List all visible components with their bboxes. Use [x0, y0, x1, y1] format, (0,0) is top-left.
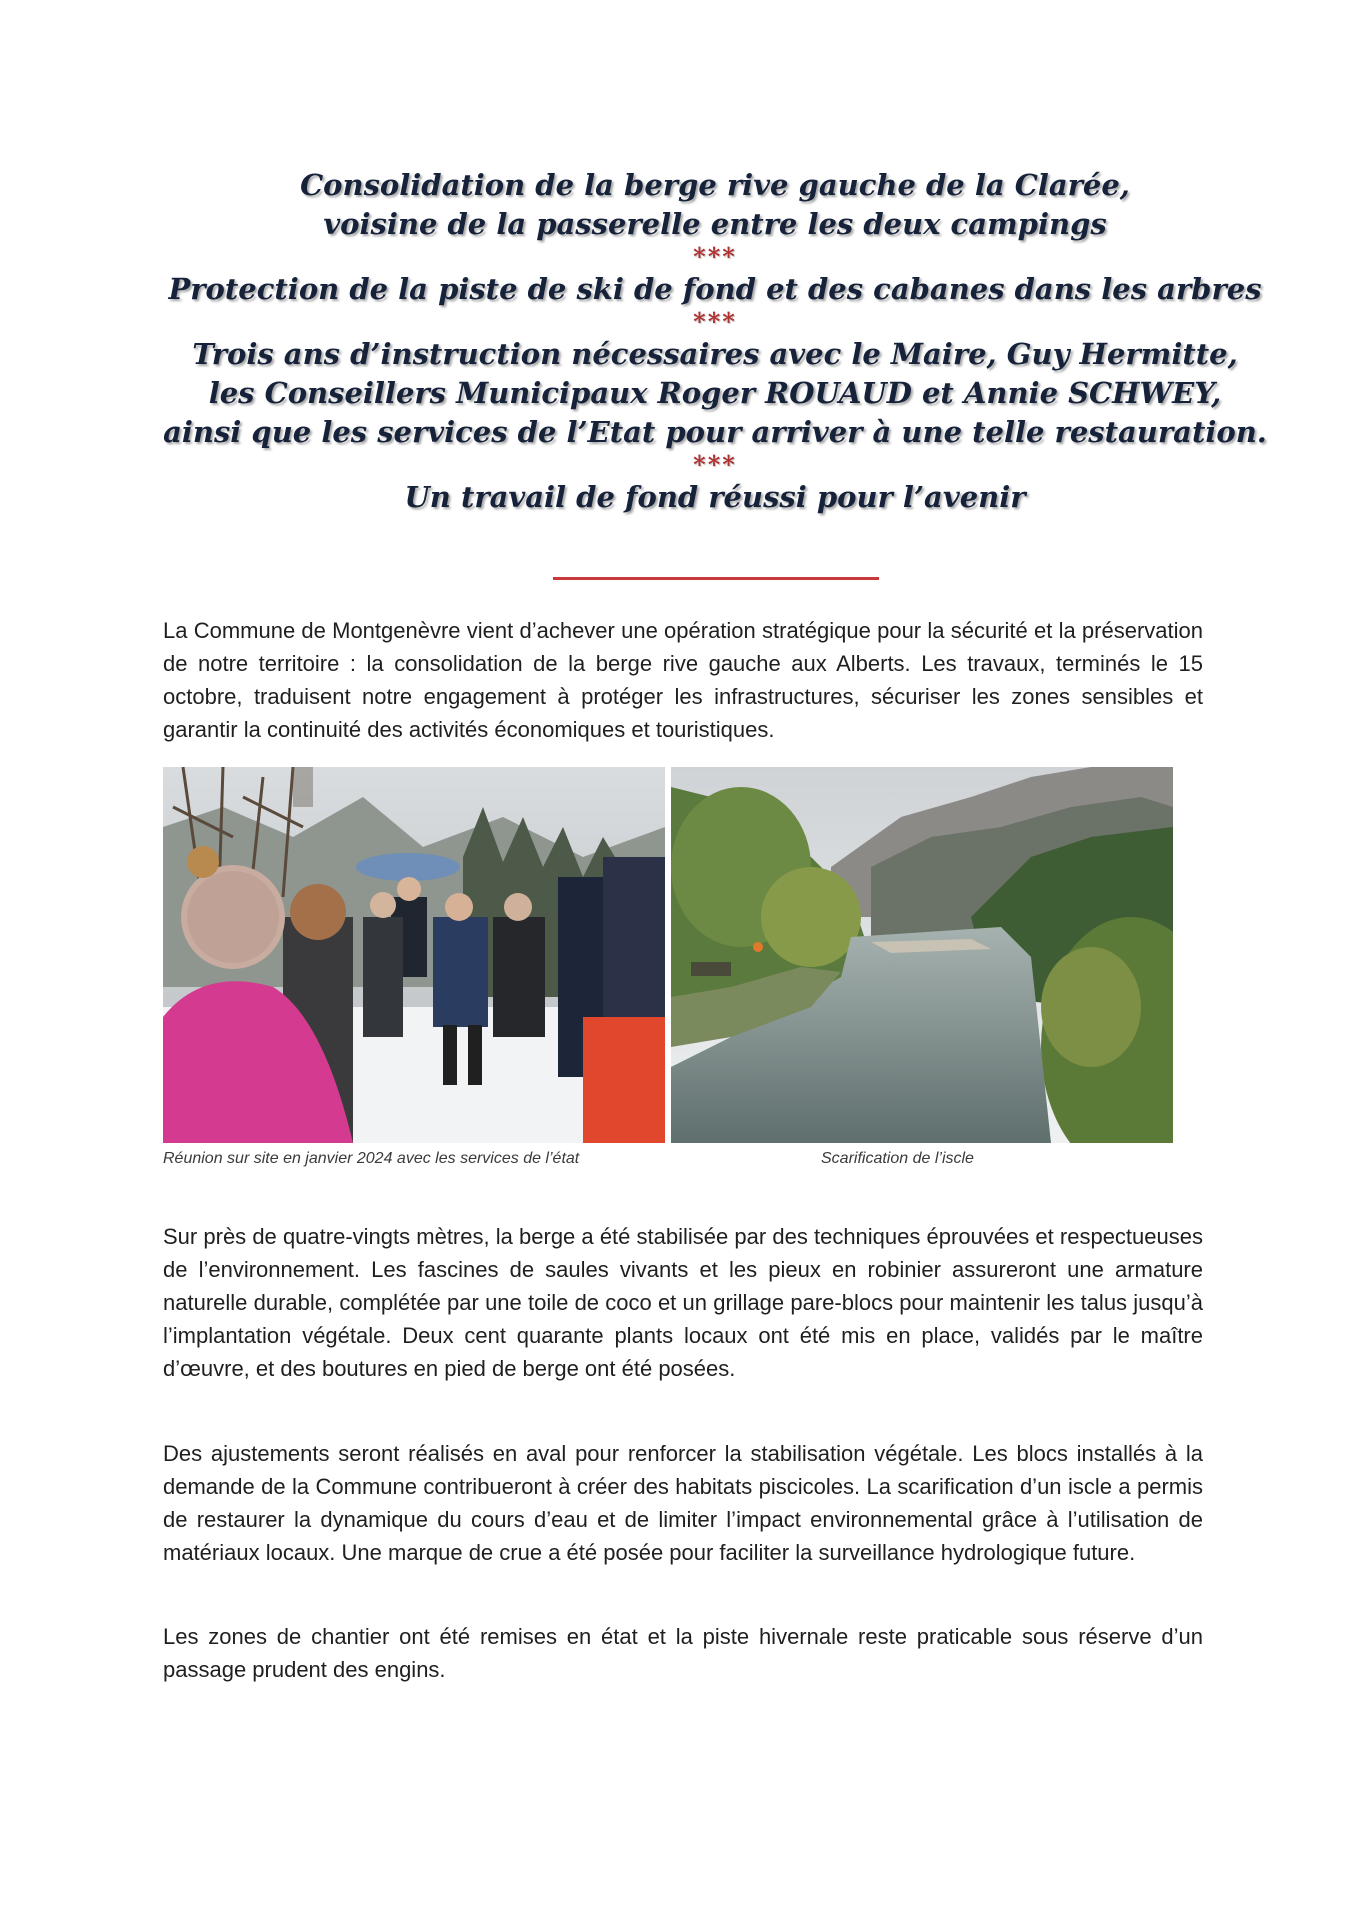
- headline-divider: [553, 577, 879, 580]
- headline-line-4: Trois ans d’instruction nécessaires avec le Maire, Guy Hermitte,: [192, 337, 1238, 371]
- separator-stars: ***: [693, 307, 737, 336]
- headline-line-2: voisine de la passerelle entre les deux campings: [323, 207, 1107, 241]
- photo-river-iscle: [671, 767, 1173, 1143]
- separator-stars: ***: [693, 450, 737, 479]
- body-paragraph-2: Des ajustements seront réalisés en aval pour renforcer la stabilisation végétale. Les blocs installés à la demande de la Commune contribueront à créer des habitats piscicoles. La scarification d’un iscle a permis de restaurer la dynamique du cours d’eau et de limiter l’impact environnemental grâce à l’utilisation de matériaux locaux. Une marque de crue a été posée pour faciliter la surveillance hydrologique future.: [163, 1441, 1203, 1565]
- headline-line-1: Consolidation de la berge rive gauche de la Clarée,: [300, 168, 1130, 202]
- photo-site-meeting: [163, 767, 665, 1143]
- intro-paragraph: La Commune de Montgenèvre vient d’achever une opération stratégique pour la sécurité et la préservation de notre territoire : la consolidation de la berge rive gauche aux Alberts. Les travaux, terminés le 15 octobre, traduisent notre engagement à protéger les infrastructures, sécuriser les zones sensibles et garantir la continuité des activités économiques et touristiques.: [163, 618, 1203, 742]
- caption-site-meeting: Réunion sur site en janvier 2024 avec les services de l’état: [163, 1150, 580, 1167]
- headline-line-5: les Conseillers Municipaux Roger ROUAUD et Annie SCHWEY,: [208, 376, 1222, 410]
- headline-line-6: ainsi que les services de l’Etat pour arriver à une telle restauration.: [163, 415, 1267, 449]
- article-headline: [150, 166, 1280, 517]
- body-paragraph-1: Sur près de quatre-vingts mètres, la berge a été stabilisée par des techniques éprouvées et respectueuses de l’environnement. Les fascines de saules vivants et les pieux en robinier assureront une armature naturelle durable, complétée par une toile de coco et un grillage pare-blocs pour maintenir les talus jusqu’à l’implantation végétale. Deux cent quarante plants locaux ont été mis en place, validés par le maître d’œuvre, et des boutures en pied de berge ont été posées.: [163, 1224, 1203, 1381]
- headline-line-7: Un travail de fond réussi pour l’avenir: [404, 480, 1026, 514]
- headline-line-3: Protection de la piste de ski de fond et des cabanes dans les arbres: [168, 272, 1262, 306]
- caption-iscle: Scarification de l’iscle: [821, 1150, 974, 1167]
- body-paragraph-3: Les zones de chantier ont été remises en état et la piste hivernale reste praticable sous réserve d’un passage prudent des engins.: [163, 1624, 1203, 1682]
- separator-stars: ***: [693, 242, 737, 271]
